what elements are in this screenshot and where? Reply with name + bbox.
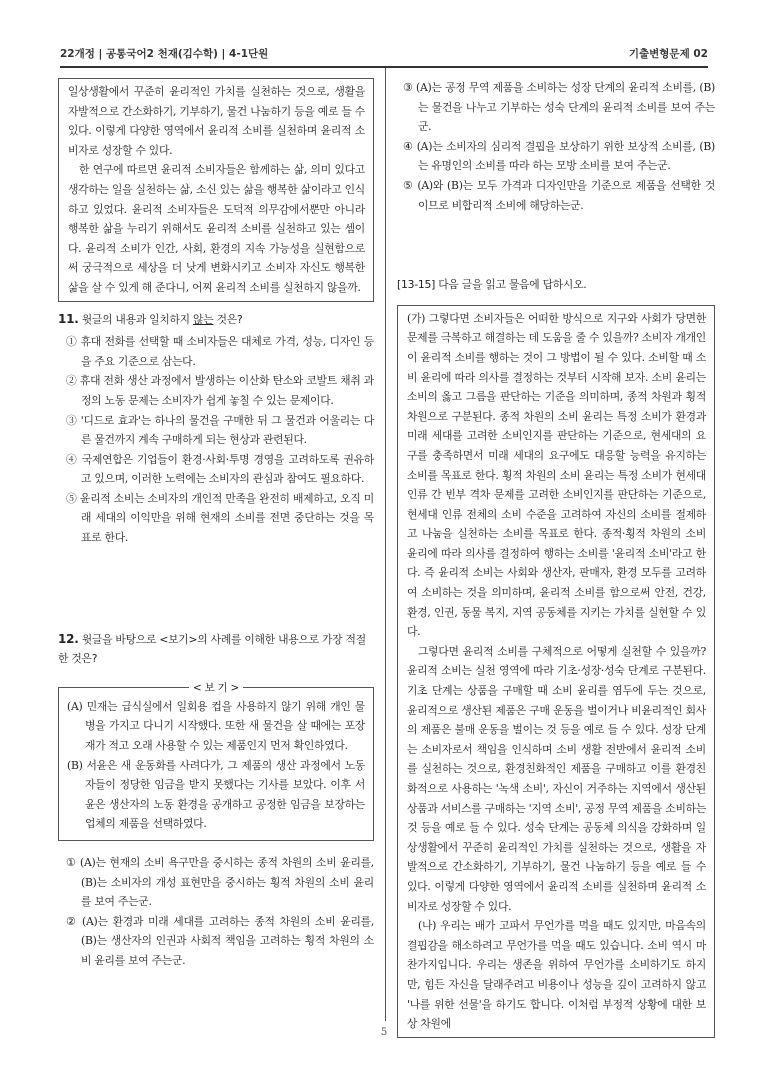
question-12-options-right	[397, 78, 715, 215]
page-number: 5	[380, 1027, 388, 1038]
question-number: 12.	[58, 631, 79, 646]
passage-continuation-box	[58, 78, 374, 302]
answer-option[interactable]: ⑤ (A)와 (B)는 모두 가격과 디자인만을 기준으로 제품을 선택한 것이므로 비합리적 소비에 해당하는군.	[403, 178, 715, 212]
bogi-title: < 보 기 >	[189, 682, 243, 694]
answer-option[interactable]: ① 휴대 전화를 선택할 때 소비자들은 대체로 가격, 성능, 디자인 등을 주요 기준으로 삼는다.	[66, 335, 374, 368]
passage-paragraph: 일상생활에서 꾸준히 윤리적인 가치를 실천하는 것으로, 생활을 자발적으로 간소화하기, 기부하기, 물건 나눔하기 등을 예로 들 수 있다. 이렇게 다양한 영역에서 윤리적 소비를 실천하며 윤리적 소비자로 성장할 수 있다.	[68, 85, 365, 157]
section-instruction: [13-15] 다음 글을 읽고 물음에 답하시오.	[397, 278, 587, 292]
emphasis-underline: 않는	[193, 312, 214, 326]
page-header	[60, 44, 708, 66]
reading-passage-box	[397, 305, 715, 1038]
answer-option[interactable]: ③ (A)는 공정 무역 제품을 소비하는 성장 단계의 윤리적 소비를, (B)는 물건을 나누고 기부하는 성숙 단계의 윤리적 소비를 보여 주는군.	[403, 81, 715, 134]
header-course-info: 22개정 | 공통국어2 천재(김수학) | 4-1단원	[60, 48, 269, 60]
column-divider	[385, 68, 386, 1021]
answer-option[interactable]: ② 휴대 전화 생산 과정에서 발생하는 이산화 탄소와 코발트 채취 과정의 노동 문제는 소비자가 쉽게 놓칠 수 있는 문제이다.	[66, 374, 374, 407]
passage-paragraph: 한 연구에 따르면 윤리적 소비자들은 함께하는 삶, 의미 있다고 생각하는 일을 실천하는 삶, 소신 있는 삶을 행복한 삶이라고 인식하고 있었다. 윤리적 소비자들은 도덕적 의무감에서뿐만 아니라 행복한 삶을 누리기 위해서도 윤리적 소비를 실천하고 있는 셈이다. 윤리적 소비가 인간, 사회, 환경의 지속 가능성을 실현함으로써 궁극적으로 세상을 더 낫게 변화시키고 소비자 자신도 행복한 삶을 살 수 있게 해 준다니, 어찌 윤리적 소비를 실천하지 않을까.	[68, 163, 365, 294]
question-number: 11.	[58, 311, 79, 326]
bogi-item-b: (B) 서윤은 새 운동화를 사려다가, 그 제품의 생산 과정에서 노동자들이 정당한 임금을 받지 못했다는 기사를 보았다. 이후 서윤은 생산자의 노동 환경을 공개하고 공정한 임금을 보장하는 업체의 제품을 선택하였다.	[67, 758, 365, 831]
right-column	[397, 78, 715, 1038]
question-11-options	[58, 332, 374, 548]
answer-option[interactable]: ④ (A)는 소비자의 심리적 결핍을 보상하기 위한 보상적 소비를, (B)는 유명인의 소비를 따라 하는 모방 소비를 보여 주는군.	[403, 139, 715, 173]
bogi-box	[58, 681, 374, 841]
passage-paragraph-na: (나) 우리는 배가 고파서 무언가를 먹을 때도 있지만, 마음속의 결핍감을 해소하려고 무언가를 먹을 때도 있습니다. 소비 역시 마찬가지입니다. 우리는 생존을 위하여 무언가를 소비하기도 하지만, 힘든 자신을 달래주려고 비용이나 성능을 깊이 고려하지 않고 '나를 위한 선물'을 하기도 합니다. 이처럼 부정적 상황에 대한 보상 차원에	[407, 919, 706, 1031]
answer-option[interactable]: ③ '디드로 효과'는 하나의 물건을 구매한 뒤 그 물건과 어울리는 다른 물건까지 계속 구매하게 되는 현상과 관련된다.	[66, 413, 374, 447]
passage-paragraph: 그렇다면 윤리적 소비를 구체적으로 어떻게 실천할 수 있을까? 윤리적 소비는 실천 영역에 따라 기초·성장·성숙 단계로 구분된다. 기초 단계는 상품을 구매할 때 소비 윤리를 염두에 두는 것으로, 윤리적으로 생산된 제품은 구매 운동을 벌이거나 비윤리적인 회사의 제품은 불매 운동을 벌이는 것 등을 예로 들 수 있다. 성장 단계는 소비자로서 책임을 인식하며 소비 생활 전반에서 윤리적 소비를 실천하는 것으로, 환경친화적인 제품을 구매하고 이를 환경친화적으로 사용하는 '녹색 소비', 자신이 거주하는 지역에서 생산된 상품과 서비스를 구매하는 '지역 소비', 공정 무역 제품을 소비하는 것 등을 예로 들 수 있다. 성숙 단계는 공동체 의식을 강화하며 일상생활에서 꾸준히 윤리적인 가치를 실천하는 것으로, 생활을 자발적으로 간소화하기, 기부하기, 물건 나눔하기 등을 예로 들 수 있다. 이렇게 다양한 영역에서 윤리적 소비를 실천하며 윤리적 소비자로 성장할 수 있다.	[407, 644, 706, 913]
bogi-item-a: (A) 민재는 급식실에서 일회용 컵을 사용하지 않기 위해 개인 물병을 가지고 다니기 시작했다. 또한 새 물건을 살 때에는 포장재가 적고 오래 사용할 수 있는 제품인지 먼저 확인하였다.	[67, 699, 365, 753]
answer-option[interactable]: ① (A)는 현재의 소비 욕구만을 중시하는 종적 차원의 소비 윤리를, (B)는 소비자의 개성 표현만을 중시하는 횡적 차원의 소비 윤리를 보여 주는군.	[66, 856, 374, 909]
passage-paragraph-ga: (가) 그렇다면 소비자들은 어떠한 방식으로 지구와 사회가 당면한 문제를 극복하고 해결하는 데 도움을 줄 수 있을까? 소비자 개개인이 윤리적 소비를 행하는 것이 그 방법이 될 수 있다. 소비할 때 소비 윤리에 따라 의사를 결정하는 것부터 시작해 보자. 소비 윤리는 소비의 옳고 그름을 판단하는 기준을 의미하며, 종적 차원과 횡적 차원으로 구분된다. 종적 차원의 소비 윤리는 특정 소비가 환경과 미래 세대를 고려한 소비인지를 판단하는 기준으로, 현세대의 요구를 충족하면서 미래 세대의 요구에도 대응할 능력을 유지하는 소비를 목표로 한다. 횡적 차원의 소비 윤리는 특정 소비가 현세대 인류 간 빈부 격차 문제를 고려한 소비인지를 판단하는 기준으로, 현세대 인류 전체의 소비 수준을 고려하여 자신의 소비를 절제하고 나눔을 실천하는 소비를 목표로 한다. 종적·횡적 차원의 소비 윤리에 따라 의사를 결정하여 행하는 소비를 '윤리적 소비'라고 한다. 즉 윤리적 소비는 사회와 생산자, 판매자, 환경 모두를 고려하여 소비하는 것을 의미하며, 윤리적 소비를 함으로써 안전, 건강, 환경, 인권, 동물 복지, 지역 공동체를 지키는 가치를 실현할 수 있다.	[407, 311, 706, 639]
answer-option[interactable]: ④ 국제연합은 기업들이 환경·사회·투명 경영을 고려하도록 권유하고 있으며, 이러한 노력에는 소비자의 관심과 참여도 필요하다.	[66, 452, 374, 486]
answer-option[interactable]: ② (A)는 환경과 미래 세대를 고려하는 종적 차원의 소비 윤리를, (B)는 생산자의 인권과 사회적 책임을 고려하는 횡적 차원의 소비 윤리를 보여 주는군.	[66, 914, 374, 967]
header-doc-title: 기출변형문제 02	[628, 48, 708, 60]
left-column	[58, 78, 374, 971]
header-rule	[60, 66, 708, 68]
answer-option[interactable]: ⑤ 윤리적 소비는 소비자의 개인적 만족을 완전히 배제하고, 오직 미래 세대의 이익만을 위해 현재의 소비를 전면 중단하는 것을 목표로 한다.	[66, 491, 374, 545]
question-12-options-left	[58, 853, 374, 971]
question-11-stem: 11. 윗글의 내용과 일치하지 않는 것은?	[58, 311, 243, 326]
question-12-stem: 12. 윗글을 바탕으로 <보기>의 사례를 이해한 내용으로 가장 적절한 것은?	[58, 631, 366, 666]
